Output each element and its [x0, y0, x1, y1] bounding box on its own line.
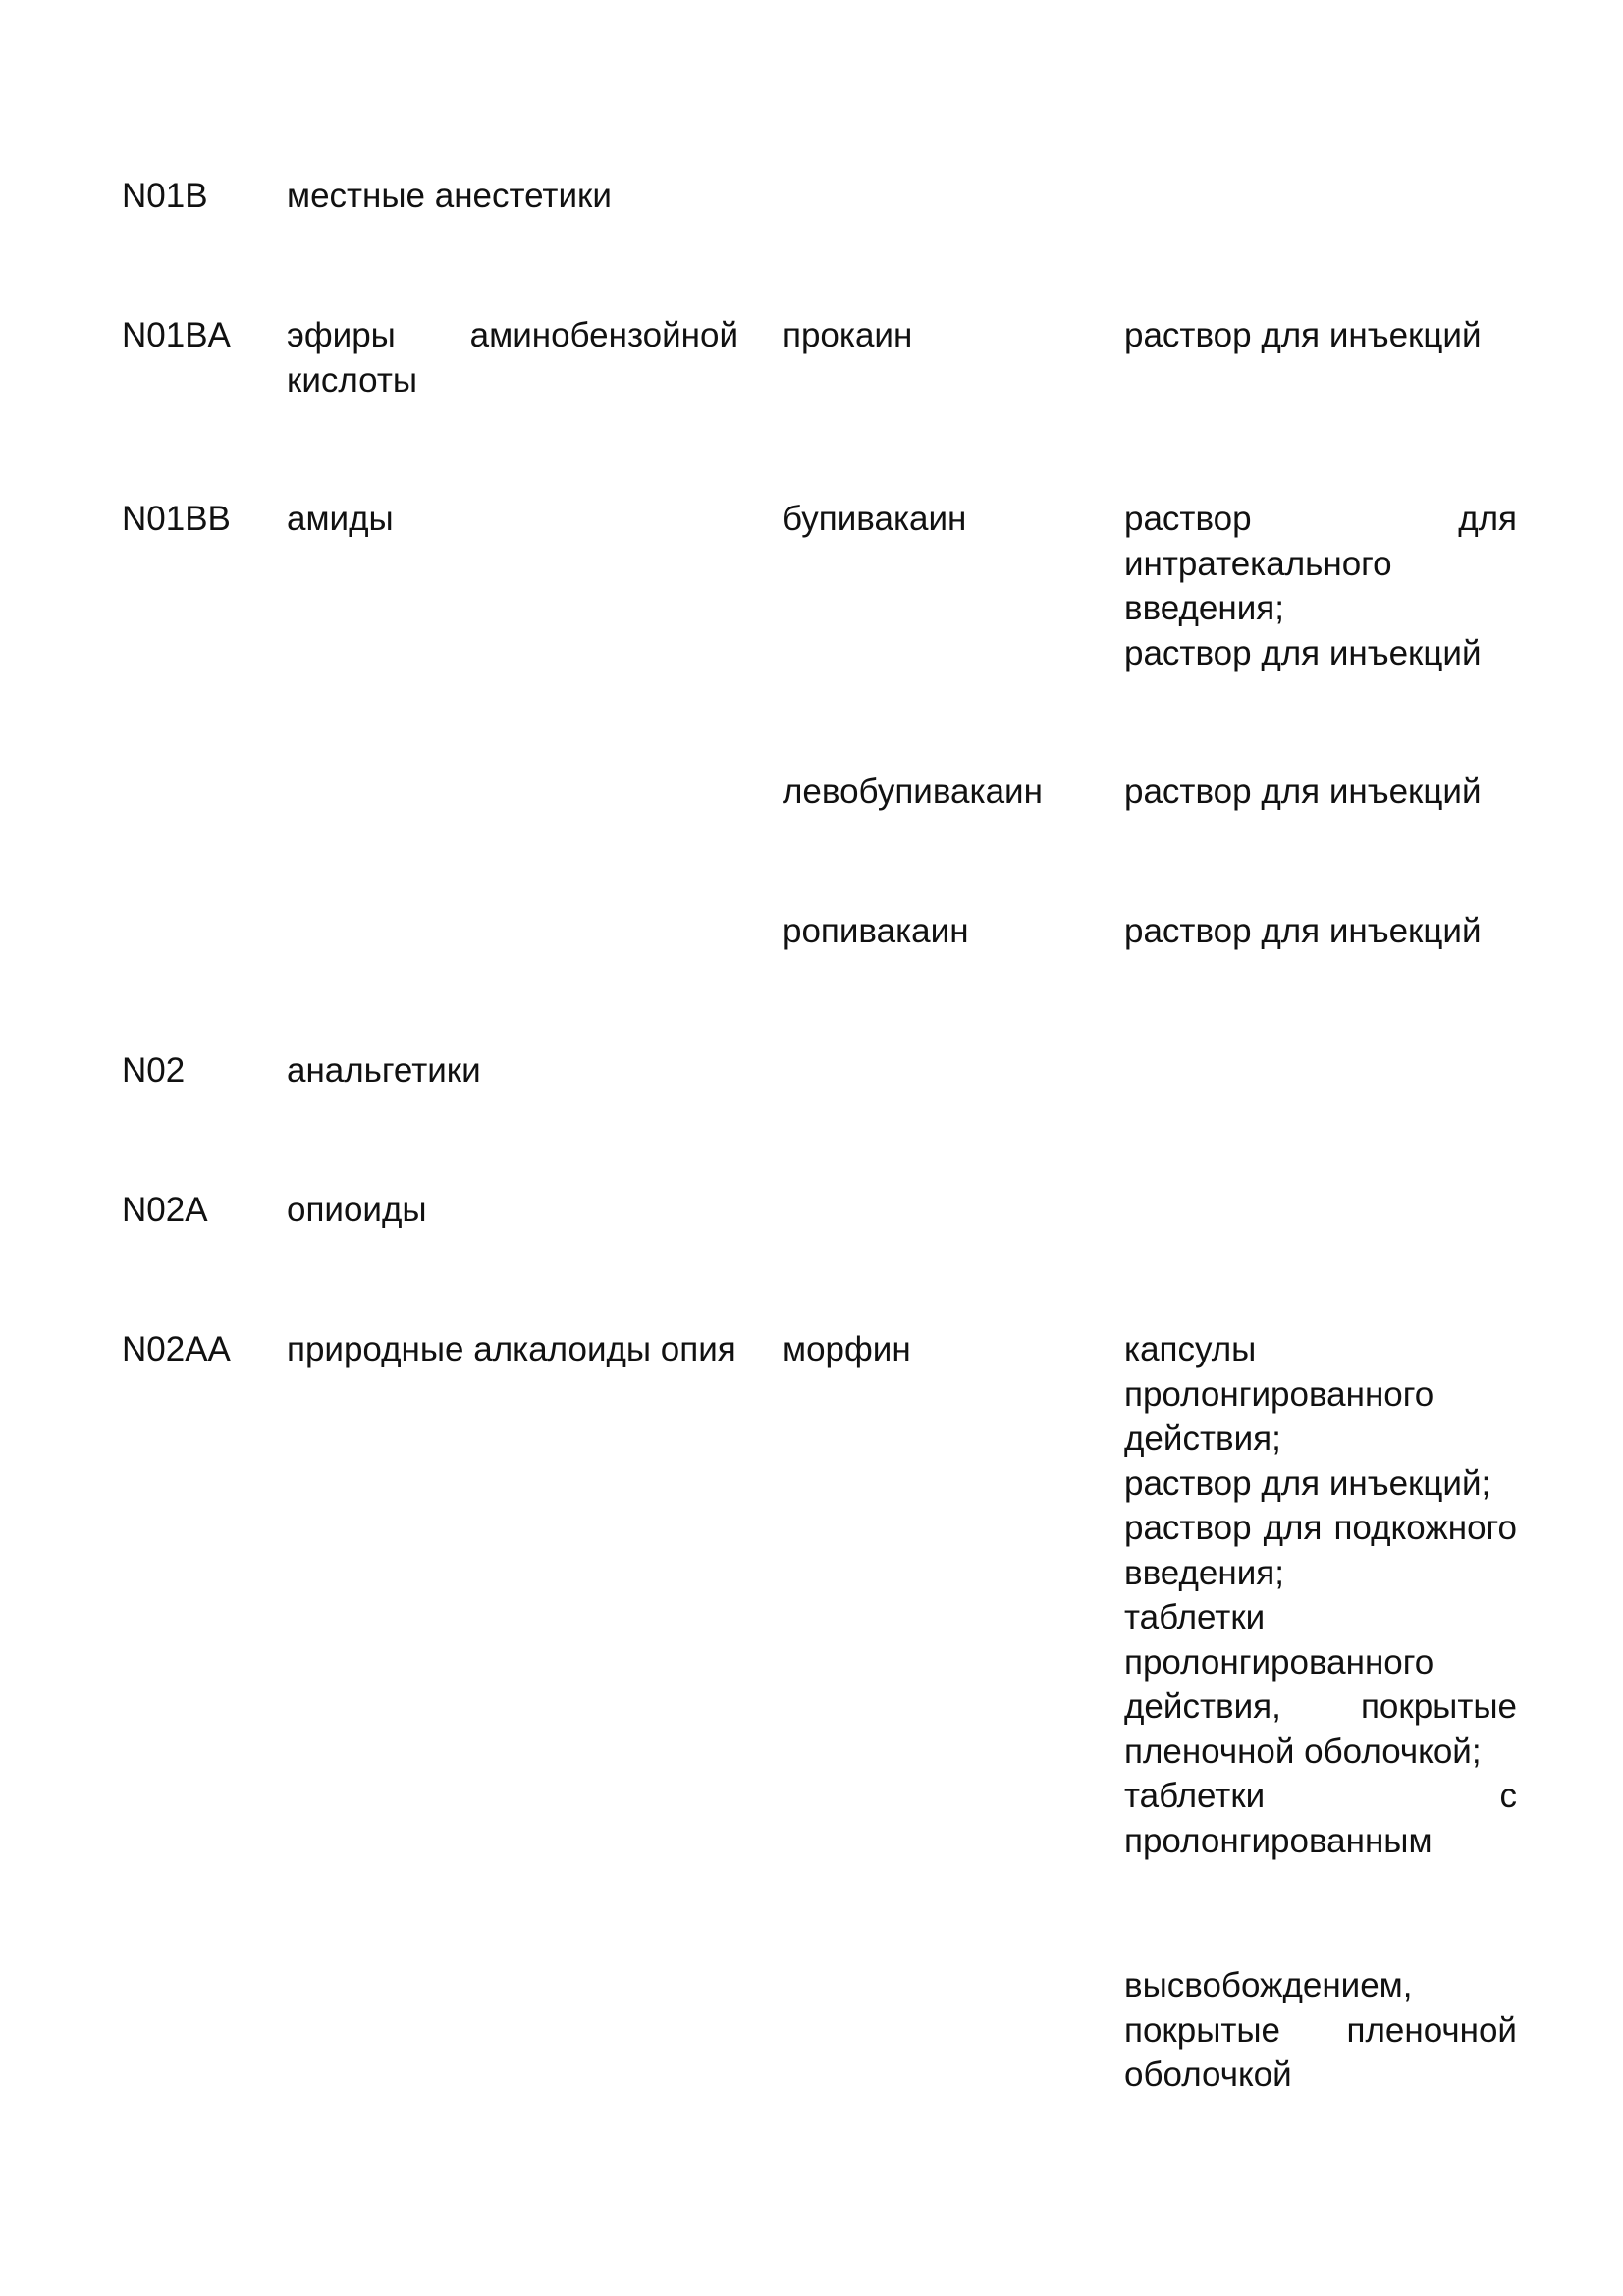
- atc-group-name: опиоиды: [287, 1191, 427, 1229]
- dosage-form-item: раствор для инъекций;: [1124, 1464, 1491, 1503]
- dosage-form-item: таблетки с пролонгированным: [1124, 1777, 1517, 1860]
- atc-group-name: природные алкалоиды опия: [287, 1330, 736, 1368]
- atc-code: N02A: [122, 1191, 208, 1229]
- dosage-form-item: раствор для инъекций: [1124, 912, 1482, 950]
- atc-code: N02AA: [122, 1330, 231, 1368]
- drug-name: бупивакаин: [783, 500, 967, 538]
- atc-code: N01BB: [122, 500, 231, 538]
- atc-group-name: амиды: [287, 500, 394, 538]
- atc-code: N01BA: [122, 316, 231, 354]
- atc-code: N02: [122, 1051, 186, 1090]
- dosage-form-item: раствор для подкожного введения;: [1124, 1509, 1517, 1592]
- atc-group-name: эфиры аминобензойной кислоты: [287, 316, 738, 400]
- dosage-form-item: капсулы пролонгированного действия;: [1124, 1330, 1434, 1458]
- drug-name: морфин: [783, 1330, 911, 1368]
- dosage-form-item: высвобождением, покрытые пленочной оболочкой: [1124, 1966, 1517, 2094]
- atc-group-name: анальгетики: [287, 1051, 481, 1090]
- dosage-form-item: раствор для инъекций: [1124, 773, 1482, 811]
- dosage-form-item: таблетки пролонгированного действия, покрытые пленочной оболочкой;: [1124, 1598, 1517, 1771]
- dosage-forms: [1124, 909, 1517, 954]
- dosage-forms: [1124, 313, 1517, 358]
- dosage-forms: [1124, 1963, 1517, 2098]
- dosage-form-item: раствор для интратекального введения;: [1124, 500, 1517, 627]
- dosage-form-item: раствор для инъекций: [1124, 316, 1482, 354]
- atc-group-name: местные анестетики: [287, 177, 612, 215]
- drug-name: прокаин: [783, 316, 913, 354]
- dosage-forms: [1124, 497, 1517, 675]
- drug-name: ропивакаин: [783, 912, 969, 950]
- dosage-forms: [1124, 1327, 1517, 1863]
- drug-name: левобупивакаин: [783, 773, 1043, 811]
- dosage-form-item: раствор для инъекций: [1124, 633, 1482, 672]
- dosage-forms: [1124, 770, 1517, 815]
- atc-code: N01B: [122, 177, 208, 215]
